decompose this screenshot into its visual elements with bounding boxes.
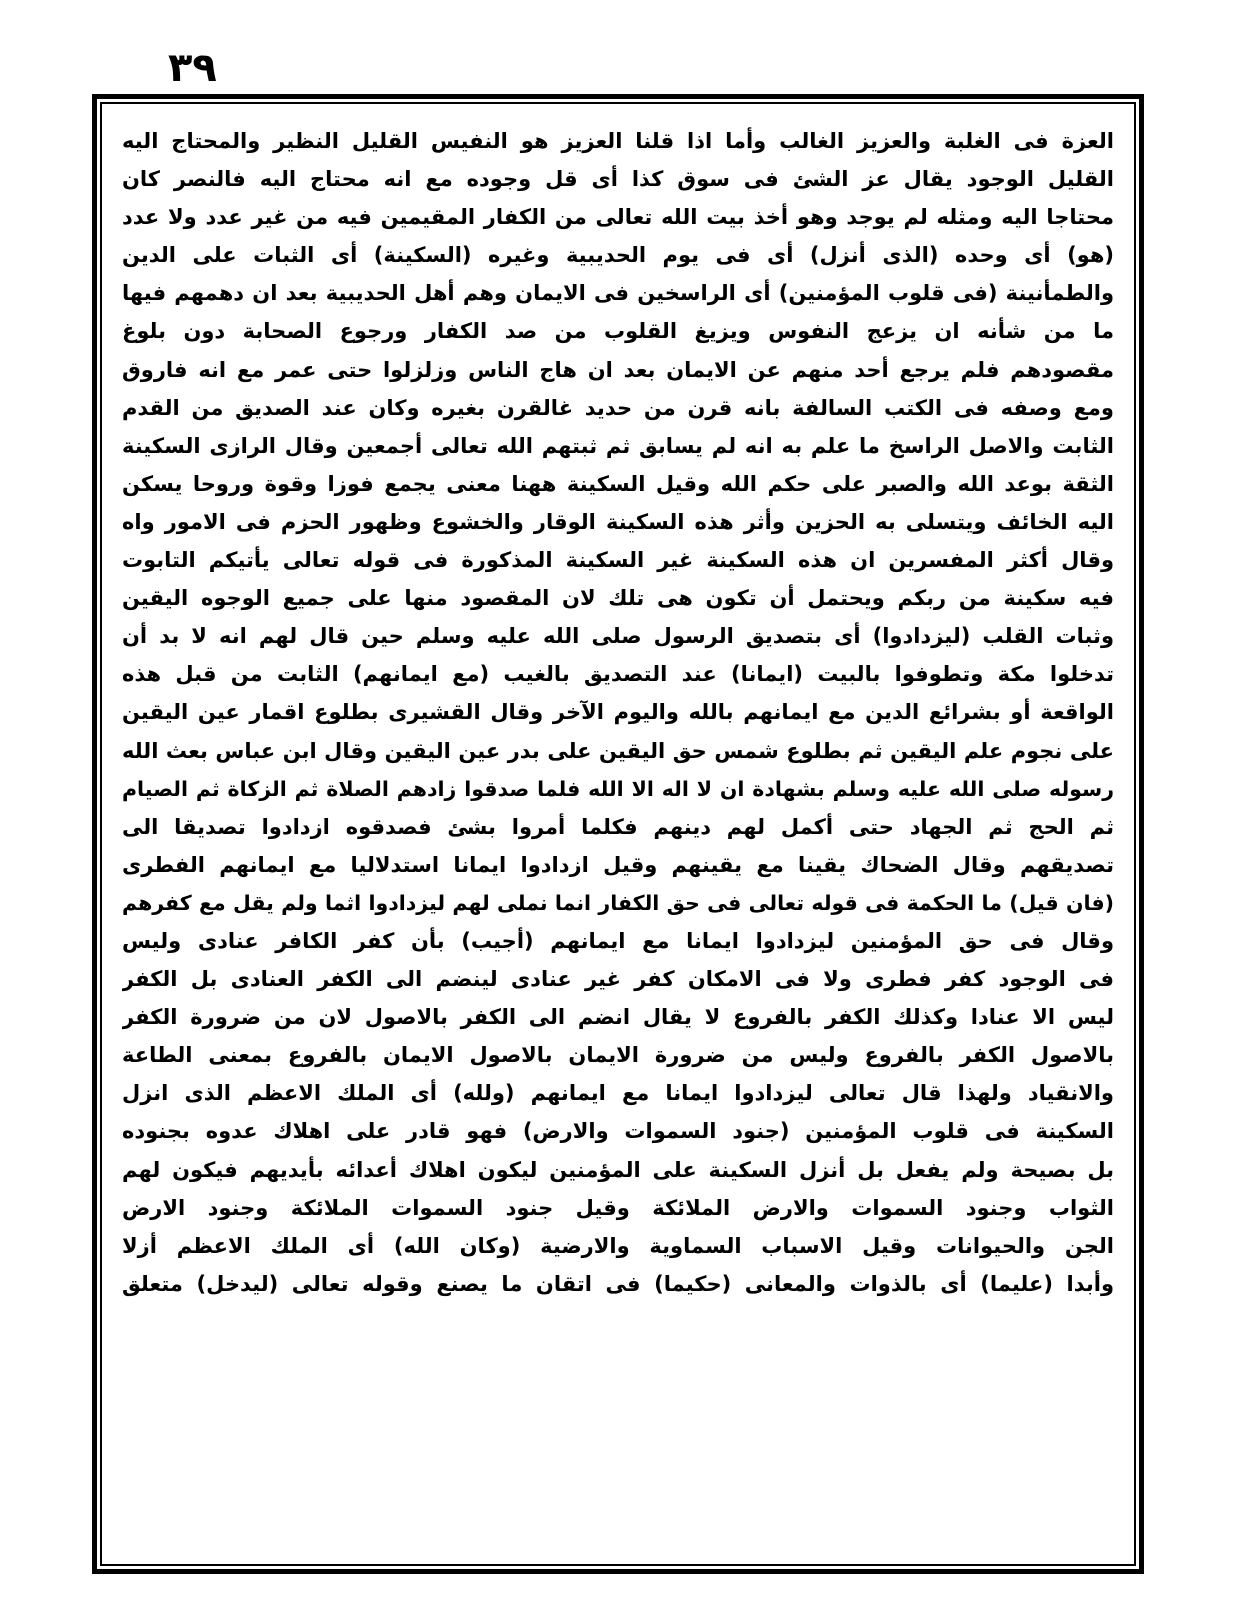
text-line: ليس الا عنادا وكذلك الكفر بالفروع لا يقال انضم الى الكفر بالاصول لان من ضرورة الكفر [122, 1005, 1114, 1030]
text-line: العزة فى الغلبة والعزيز الغالب وأما اذا قلنا العزيز هو النفيس القليل النظير والمحتاج اليه [122, 129, 1114, 153]
text-line: اليه الخائف ويتسلى به الحزين وأثر هذه السكينة الوقار والخشوع وظهور الحزم فى الامور واه [122, 509, 1114, 534]
text-line: محتاجا اليه ومثله لم يوجد وهو أخذ بيت الله تعالى من الكفار المقيمين فيه من غير عدد ولا عدد [122, 205, 1114, 230]
text-line: على نجوم علم اليقين ثم بطلوع شمس حق اليقين على بدر عين اليقين وقال ابن عباس بعث الله [122, 738, 1114, 763]
text-line: وأبدا (عليما) أى بالذوات والمعانى (حكيما) فى اتقان ما يصنع وقوله تعالى (ليدخل) متعلق [122, 1271, 1114, 1296]
text-line: مقصودهم فلم يرجع أحد منهم عن الايمان بعد ان هاج الناس وزلزلوا حتى عمر مع انه فاروق [122, 357, 1114, 382]
text-line: الثواب وجنود السموات والارض الملائكة وقيل جنود السموات الملائكة وجنود الارض [122, 1195, 1114, 1220]
text-line: (فان قيل) ما الحكمة فى قوله تعالى فى حق الكفار انما نملى لهم ليزدادوا اثما ولم يقل مع كفرهم [122, 890, 1114, 915]
text-line: ما من شأنه ان يزعج النفوس ويزيغ القلوب من صد الكفار ورجوع الصحابة دون بلوغ [122, 319, 1114, 344]
text-line: الثابت والاصل الراسخ ما علم به انه لم يسابق ثم ثبتهم الله تعالى أجمعين وقال الرازى السكينة [122, 433, 1114, 458]
page-number: ٣٩ [168, 45, 217, 91]
text-line: الواقعة أو بشرائع الدين مع ايمانهم بالله واليوم الآخر وقال القشيرى بطلوع اقمار عين اليقين [122, 700, 1114, 725]
text-line: الجن والحيوانات وقيل الاسباب السماوية والارضية (وكان الله) أى الملك الاعظم أزلا [122, 1233, 1114, 1258]
text-line: رسوله صلى الله عليه وسلم بشهادة ان لا اله الا الله فلما صدقوا زادهم الصلاة ثم الزكاة ثم الصيام [122, 776, 1114, 801]
text-line: فى الوجود كفر فطرى ولا فى الامكان كفر غير عنادى لينضم الى الكفر العنادى بل الكفر [122, 967, 1114, 992]
text-line: وثبات القلب (ليزدادوا) أى بتصديق الرسول صلى الله عليه وسلم حين قال لهم انه لا بد أن [122, 624, 1114, 649]
text-line: والطمأنينة (فى قلوب المؤمنين) أى الراسخين فى الايمان وهم أهل الحديبية بعد ان دهمهم فيها [122, 281, 1114, 306]
text-line: القليل الوجود يقال عز الشئ فى سوق كذا أى قل وجوده مع انه محتاج اليه فالنصر كان [122, 167, 1114, 192]
text-line: الثقة بوعد الله والصبر على حكم الله وقيل السكينة ههنا معنى يجمع فوزا وقوة وروحا يسكن [122, 471, 1114, 496]
text-line: السكينة فى قلوب المؤمنين (جنود السموات والارض) فهو قادر على اهلاك عدوه بجنوده [122, 1119, 1114, 1144]
text-line: والانقياد ولهذا قال تعالى ليزدادوا ايمانا مع ايمانهم (ولله) أى الملك الاعظم الذى انزل [122, 1081, 1114, 1106]
text-line: تدخلوا مكة وتطوفوا بالبيت (ايمانا) عند التصديق بالغيب (مع ايمانهم) الثابت من قبل هذه [122, 662, 1114, 687]
text-line: ثم الحج ثم الجهاد حتى أكمل لهم دينهم فكلما أمروا بشئ فصدقوه ازدادوا تصديقا الى [122, 814, 1114, 839]
text-line: ومع وصفه فى الكتب السالفة بانه قرن من حديد غالقرن بغيره وكان عند الصديق من القدم [122, 395, 1114, 420]
text-line: بالاصول الكفر بالفروع وليس من ضرورة الايمان بالاصول الايمان بالفروع بمعنى الطاعة [122, 1043, 1114, 1068]
text-line: تصديقهم وقال الضحاك يقينا مع يقينهم وقيل ازدادوا ايمانا استدلاليا مع ايمانهم الفطرى [122, 852, 1114, 877]
body-text [122, 122, 1114, 1303]
text-line: وقال أكثر المفسرين ان هذه السكينة غير السكينة المذكورة فى قوله تعالى يأتيكم التابوت [122, 548, 1114, 573]
text-line: فيه سكينة من ربكم ويحتمل أن تكون هى تلك لان المقصود منها على جميع الوجوه اليقين [122, 586, 1114, 611]
text-line: بل بصيحة ولم يفعل بل أنزل السكينة على المؤمنين ليكون اهلاك أعدائه بأيديهم فيكون لهم [122, 1157, 1114, 1182]
text-line: (هو) أى وحده (الذى أنزل) أى فى يوم الحديبية وغيره (السكينة) أى الثبات على الدين [122, 243, 1114, 268]
text-line: وقال فى حق المؤمنين ليزدادوا ايمانا مع ايمانهم (أجيب) بأن كفر الكافر عنادى وليس [122, 928, 1114, 953]
